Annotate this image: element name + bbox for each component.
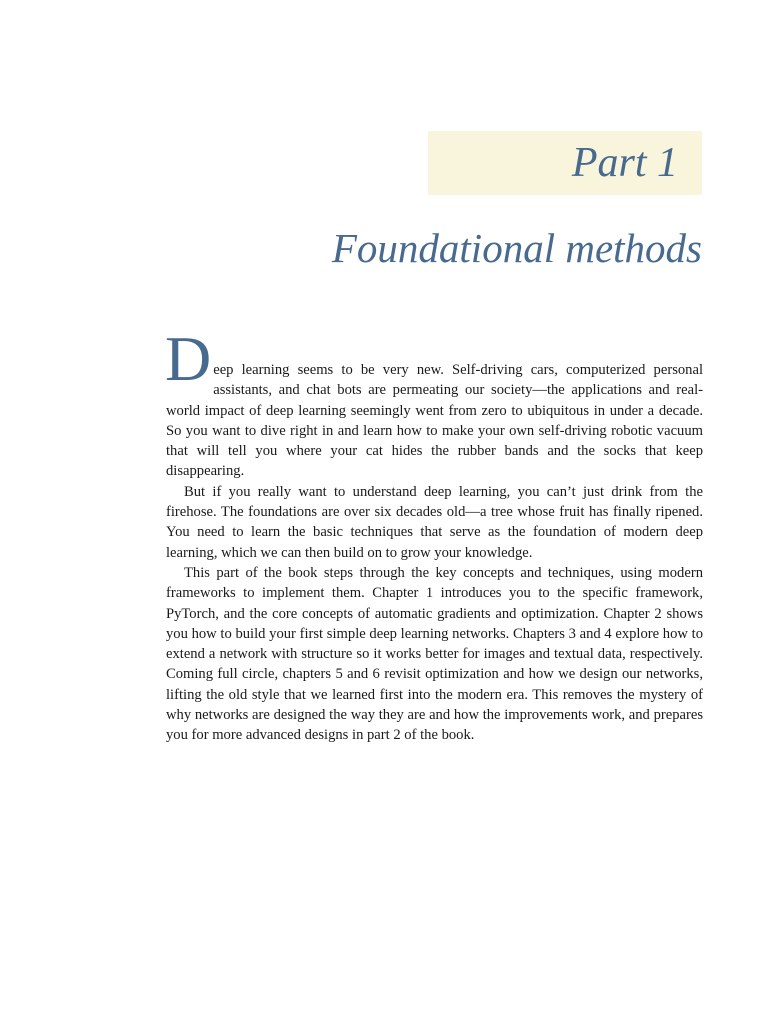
part-title: Foundational methods [331,225,702,271]
intro-paragraph-1-text: eep learning seems to be very new. Self-driving cars, computerized personal assistants, and chat bots are permeating our society—the applications and real-world impact of deep learning seemingly went from zero to ubiquitous in under a decade. So you want to dive right in and learn how to make your own self-driving robotic vacuum that will tell you where your cat hides the rubber bands and the socks that keep disappearing. [166,362,703,480]
intro-paragraph-1 [165,323,703,482]
drop-cap: D [165,323,212,394]
part-label-box [428,131,702,195]
part-label: Part 1 [571,140,678,186]
intro-paragraph-2: But if you really want to understand deep learning, you can’t just drink from the firehose. The foundations are over six decades old—a tree whose fruit has finally ripened. You need to learn the basic techniques that serve as the foundation of modern deep learning, which we can then build on to grow your knowledge. [166,483,703,561]
intro-paragraph-3: This part of the book steps through the key concepts and techniques, using modern frameworks to implement them. Chapter 1 introduces you to the specific framework, PyTorch, and the core concepts of automatic gradients and optimization. Chapter 2 shows you how to build your first simple deep learning networks. Chapters 3 and 4 explore how to extend a network with structure so it works better for images and textual data, respectively. Coming full circle, chapters 5 and 6 revisit optimization and how we design our networks, lifting the old style that we learned first into the modern era. This removes the mystery of why networks are designed the way they are and how the improvements work, and prepares you for more advanced designs in part 2 of the book. [166,564,703,744]
intro-text [165,323,703,746]
